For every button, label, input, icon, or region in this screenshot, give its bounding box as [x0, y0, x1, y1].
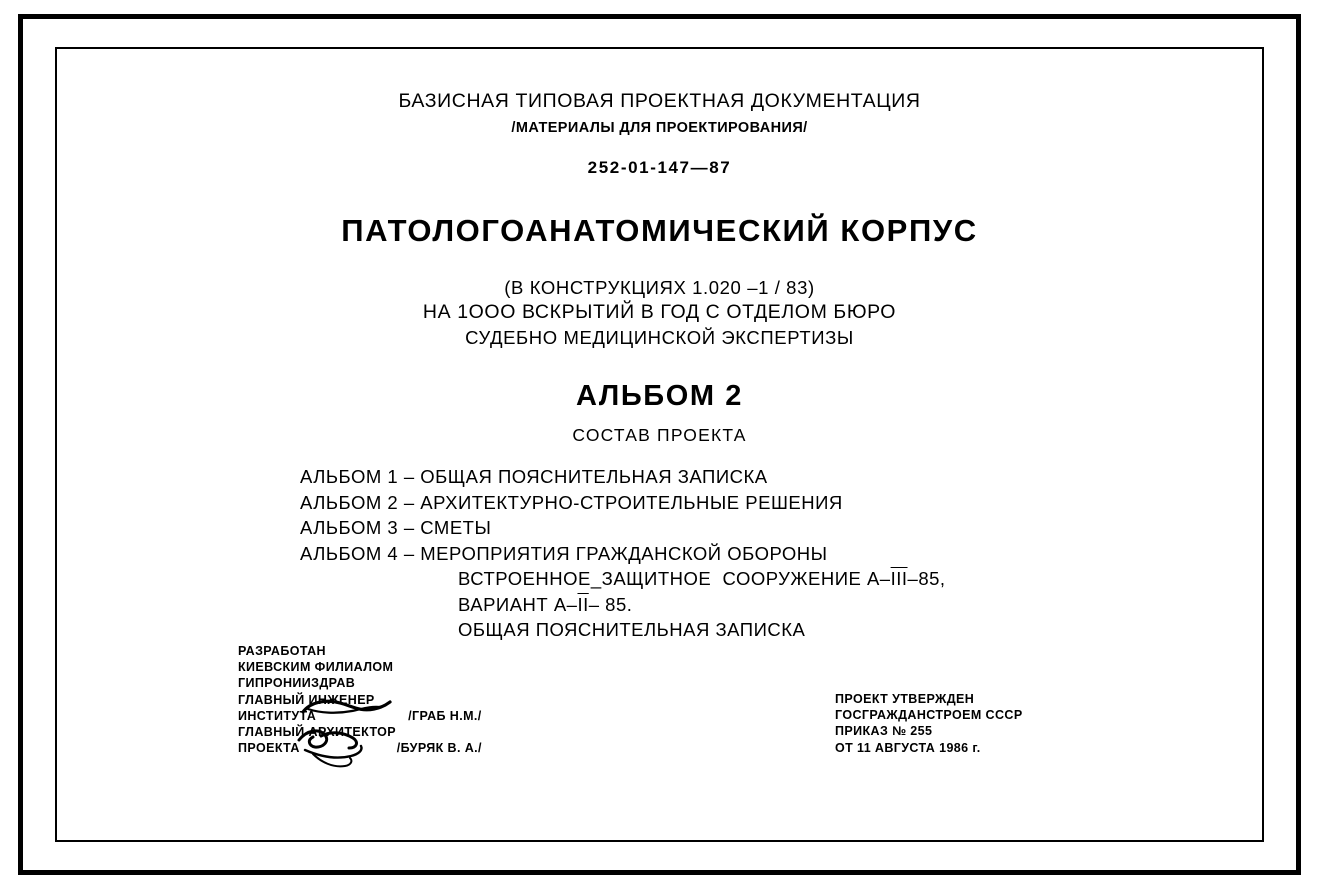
document-code: 252-01-147—87 — [587, 158, 732, 177]
developer-block — [238, 643, 482, 756]
chief-architect-label: ПРОЕКТА — [238, 741, 300, 756]
sheet-footer — [55, 643, 1264, 823]
subtitle-line-3: СУДЕБНО МЕДИЦИНСКОЙ ЭКСПЕРТИЗЫ — [465, 327, 854, 348]
list-item: ОБЩАЯ ПОЯСНИТЕЛЬНАЯ ЗАПИСКА — [458, 619, 806, 640]
list-item: ВАРИАНТ $А-\overline{II}-$ 85. — [458, 593, 633, 615]
developer-line-1: РАЗРАБОТАН — [238, 644, 326, 658]
list-item: АЛЬБОМ 3 – СМЕТЫ — [300, 517, 492, 538]
list-item: АЛЬБОМ 4 – МЕРОПРИЯТИЯ ГРАЖДАНСКОЙ ОБОРОНЫ — [300, 542, 828, 564]
page-title: ПАТОЛОГОАНАТОМИЧЕСКИЙ КОРПУС — [341, 213, 978, 248]
project-composition-label: СОСТАВ ПРОЕКТА — [572, 425, 747, 445]
chief-engineer-name: /ГРАБ Н.М./ — [408, 708, 482, 723]
album4-sub-list — [300, 566, 1264, 643]
approval-line-2: ГОСГРАЖДАНСТРОЕМ СССР — [835, 708, 1023, 723]
chief-architect-row — [238, 740, 482, 756]
list-item: ВСТРОЕННОЕ_ЗАЩИТНОЕ СООРУЖЕНИЕ $А-\overline{III}-85$, — [458, 568, 946, 589]
list-item: АЛЬБОМ 2 – АРХИТЕКТУРНО-СТРОИТЕЛЬНЫЕ РЕШЕНИЯ — [300, 491, 843, 513]
approval-line-4: ОТ 11 АВГУСТА 1986 г. — [835, 740, 981, 755]
subtitle-block — [55, 275, 1264, 350]
subtitle-line-2: НА 1ООО ВСКРЫТИЙ В ГОД С ОТДЕЛОМ БЮРО — [422, 301, 897, 323]
approval-line-3: ПРИКАЗ № 255 — [835, 724, 933, 739]
chief-engineer-row — [238, 708, 482, 724]
album-list — [55, 464, 1264, 643]
developer-line-3: ГИПРОНИИЗДРАВ — [238, 676, 356, 691]
header-line-2: /МАТЕРИАЛЫ ДЛЯ ПРОЕКТИРОВАНИЯ/ — [511, 120, 808, 136]
chief-architect-name: /БУРЯК В. А./ — [396, 741, 482, 756]
sheet-content — [55, 47, 1264, 842]
developer-line-6: ГЛАВНЫЙ АРХИТЕКТОР — [238, 725, 397, 739]
subtitle-line-1: (В КОНСТРУКЦИЯХ 1.020 –1 / 83) — [504, 277, 815, 298]
list-item: АЛЬБОМ 1 – ОБЩАЯ ПОЯСНИТЕЛЬНАЯ ЗАПИСКА — [300, 466, 768, 487]
developer-line-4: ГЛАВНЫЙ ИНЖЕНЕР — [238, 692, 375, 707]
chief-engineer-label: ИНСТИТУТА — [238, 708, 317, 723]
approval-block — [835, 691, 1023, 756]
album-number: АЛЬБОМ 2 — [575, 380, 744, 412]
approval-line-1: ПРОЕКТ УТВЕРЖДЕН — [835, 692, 975, 706]
header-line-1: БАЗИСНАЯ ТИПОВАЯ ПРОЕКТНАЯ ДОКУМЕНТАЦИЯ — [398, 90, 921, 112]
developer-line-2: КИЕВСКИМ ФИЛИАЛОМ — [238, 660, 394, 675]
